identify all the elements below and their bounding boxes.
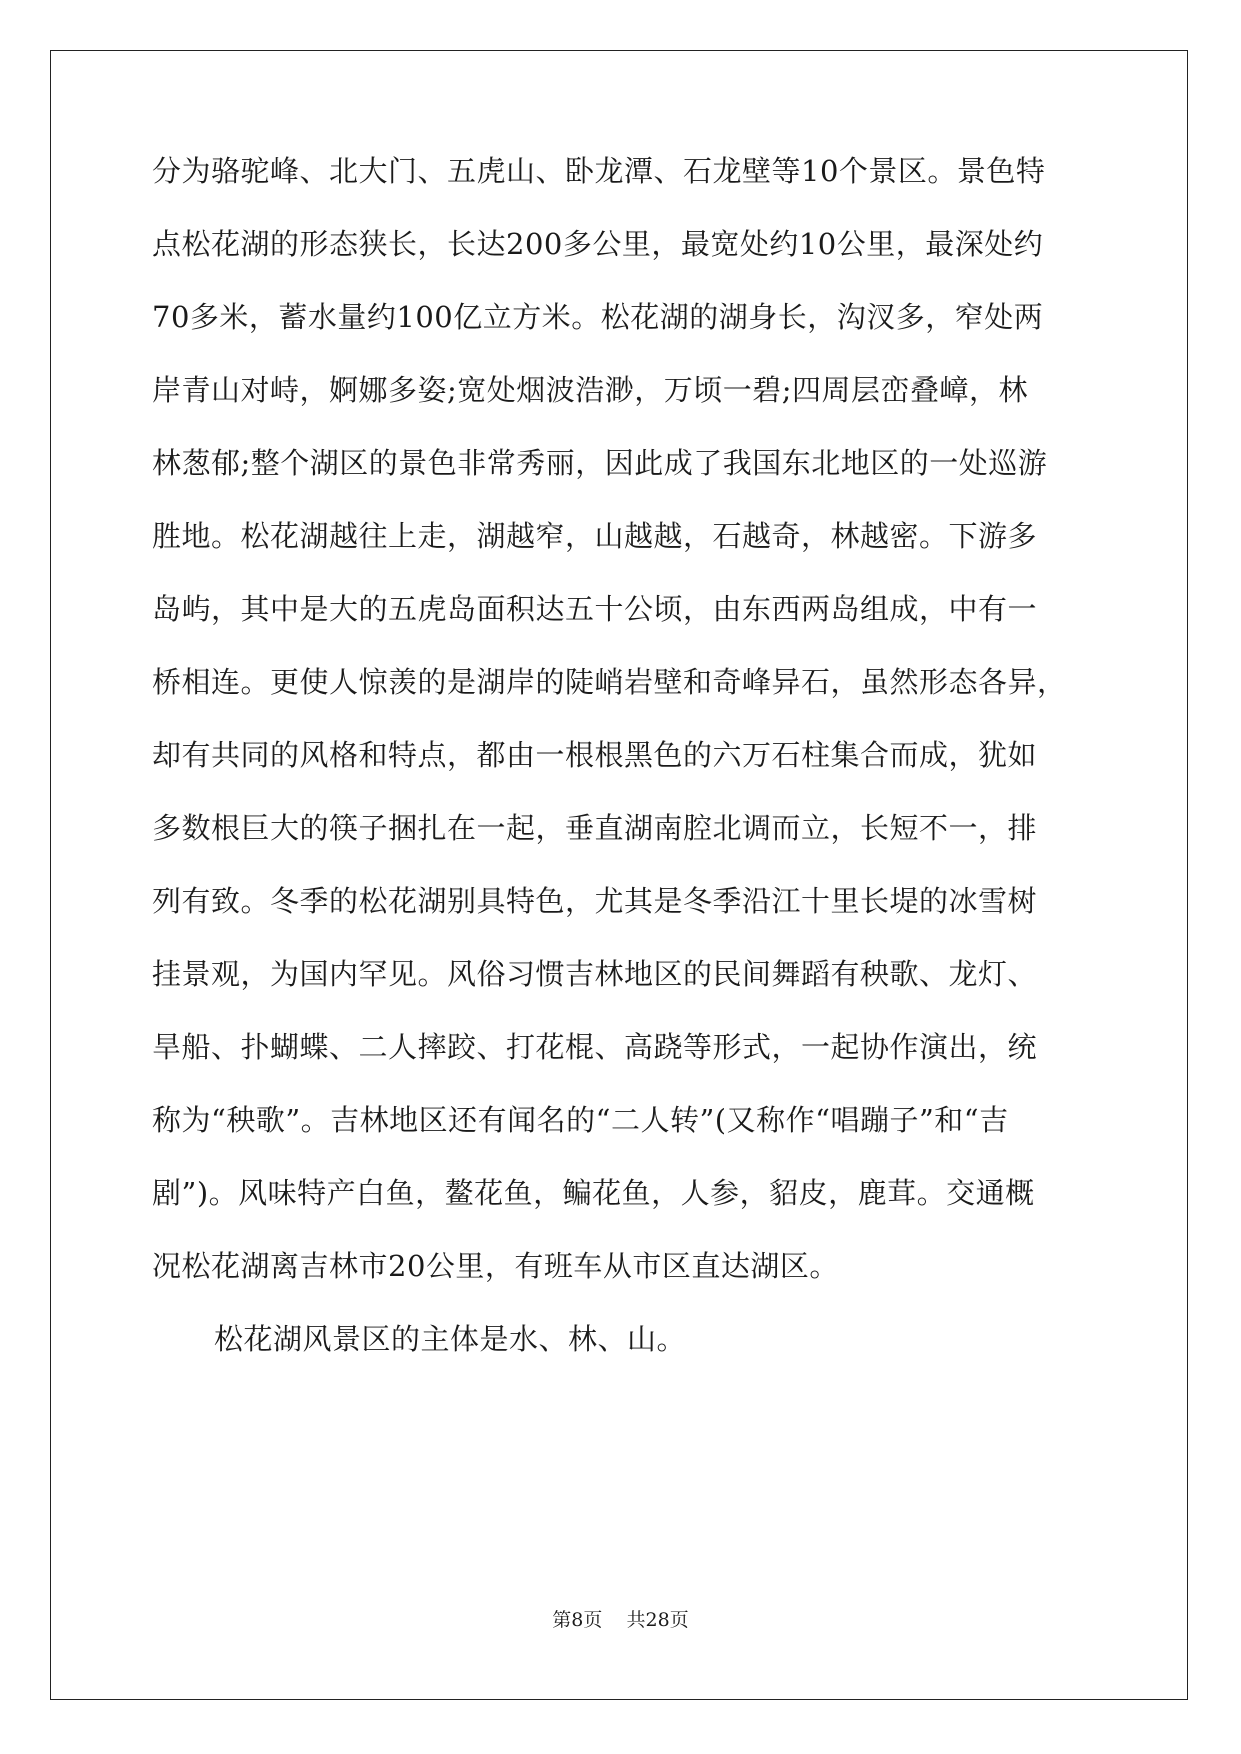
- text-line: 林葱郁;整个湖区的景色非常秀丽，因此成了我国东北地区的一处巡游: [152, 446, 1048, 480]
- text-line: 点松花湖的形态狭长，长达200多公里，最宽处约10公里，最深处约: [152, 227, 1044, 261]
- text-line: 胜地。松花湖越往上走，湖越窄，山越越，石越奇，林越密。下游多: [152, 519, 1038, 553]
- text-line: 旱船、扑蝴蝶、二人摔跤、打花棍、高跷等形式，一起协作演出，统: [152, 1030, 1038, 1064]
- text-line: 却有共同的风格和特点，都由一根根黑色的六万石柱集合而成，犹如: [152, 738, 1038, 772]
- text-line: 称为“秧歌”。吉林地区还有闻名的“二人转”(又称作“唱蹦子”和“吉: [152, 1103, 1009, 1137]
- text-line: 况松花湖离吉林市20公里，有班车从市区直达湖区。: [152, 1249, 839, 1283]
- text-line: 剧”)。风味特产白鱼，鳌花鱼，鳊花鱼，人参，貂皮，鹿茸。交通概: [152, 1176, 1035, 1210]
- text-line: 70多米，蓄水量约100亿立方米。松花湖的湖身长，沟汊多，窄处两: [152, 300, 1044, 334]
- text-line: 列有致。冬季的松花湖别具特色，尤其是冬季沿江十里长堤的冰雪树: [152, 884, 1038, 918]
- text-line: 分为骆驼峰、北大门、五虎山、卧龙潭、石龙壁等10个景区。景色特: [152, 154, 1046, 188]
- text-line: 桥相连。更使人惊羡的是湖岸的陡峭岩壁和奇峰异石，虽然形态各异，: [152, 665, 1067, 699]
- text-line: 岸青山对峙，婀娜多姿;宽处烟波浩渺，万顷一碧;四周层峦叠嶂，林: [152, 373, 1029, 407]
- text-line: 挂景观，为国内罕见。风俗习惯吉林地区的民间舞蹈有秧歌、龙灯、: [152, 957, 1038, 991]
- paragraph-line-indented: 松花湖风景区的主体是水、林、山。: [214, 1322, 687, 1356]
- page-footer: 第8页 共28页: [552, 1609, 689, 1631]
- text-line: 多数根巨大的筷子捆扎在一起，垂直湖南腔北调而立，长短不一，排: [152, 811, 1038, 845]
- text-line: 岛屿，其中是大的五虎岛面积达五十公顷，由东西两岛组成，中有一: [152, 592, 1038, 626]
